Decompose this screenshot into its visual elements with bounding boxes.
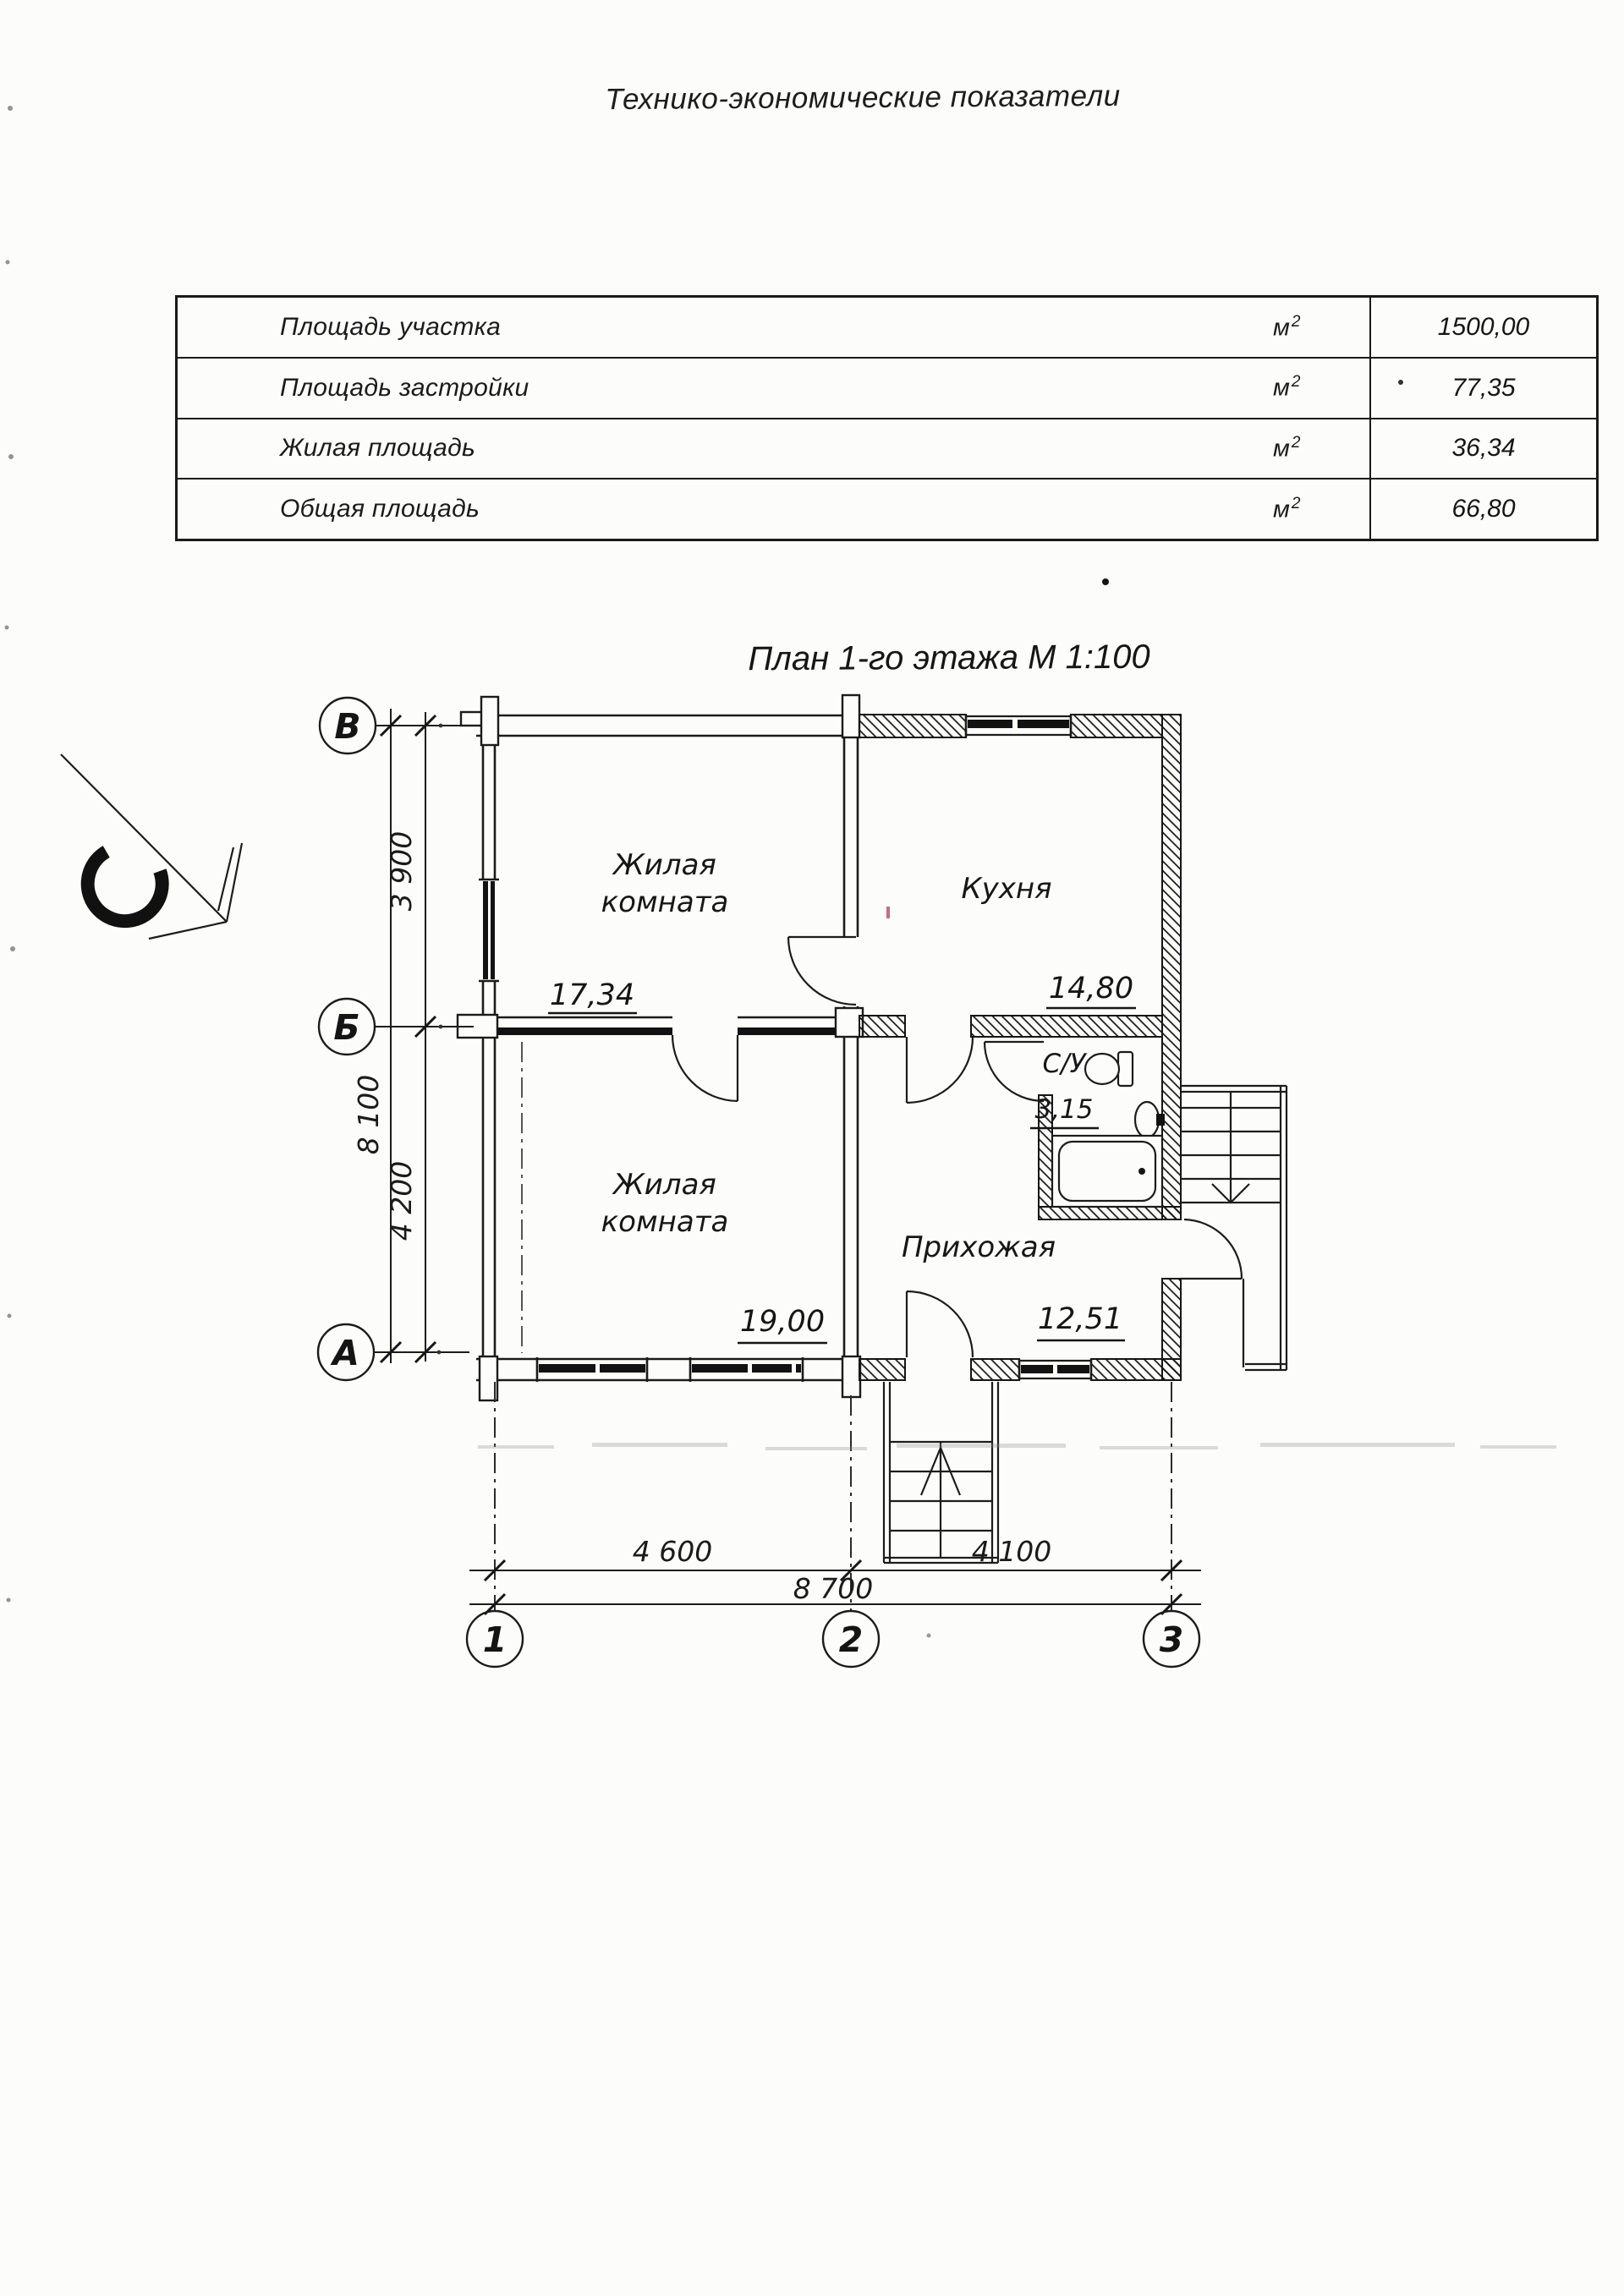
row-value: 77,35	[1369, 359, 1596, 418]
room-label-living1-line2: комната	[601, 885, 729, 919]
log-joint	[842, 1356, 860, 1397]
dim-left-upper: 3 900	[385, 830, 418, 912]
log-joint	[842, 695, 859, 737]
axis-label-1: 1	[482, 1619, 508, 1660]
axis-label-v: В	[334, 706, 361, 747]
log-joint	[481, 697, 498, 745]
row-value: 36,34	[1369, 419, 1596, 479]
door-entrance	[907, 1291, 973, 1357]
row-unit: м $^2$	[1273, 312, 1301, 342]
window-left-wall	[479, 879, 499, 981]
timber-walls	[458, 695, 863, 1400]
dim-left-total: 8 100	[352, 1074, 385, 1155]
north-arrow-icon	[61, 754, 242, 939]
door-wc	[985, 1042, 1044, 1101]
area-label-hall: 12,51	[1037, 1302, 1123, 1336]
room-label-living1-line1: Жилая	[613, 848, 716, 882]
area-label-living1: 17,34	[549, 978, 635, 1012]
row-value: 66,80	[1369, 479, 1596, 539]
row-value: 1500,00	[1369, 298, 1596, 357]
row-unit: м $^2$	[1273, 494, 1301, 523]
window-kitchen	[966, 715, 1071, 737]
dim-left-lower: 4 200	[385, 1160, 418, 1241]
document-title: Технико-экономические показатели	[605, 79, 1121, 117]
dim-bottom-right: 4 100	[971, 1535, 1052, 1568]
row-unit: м $^2$	[1273, 434, 1301, 463]
sink-icon	[1135, 1102, 1165, 1137]
axis-label-a: А	[332, 1333, 359, 1373]
area-label-wc: 3,15	[1034, 1094, 1094, 1125]
area-label-living2: 19,00	[739, 1305, 826, 1339]
floor-plan-title: План 1-го этажа М 1:100	[748, 638, 1150, 678]
door-hall-stairs	[1181, 1219, 1242, 1279]
row-label: Жилая площадь	[280, 434, 476, 463]
axis-label-b: Б	[333, 1007, 360, 1048]
scan-artifacts	[5, 106, 1557, 1638]
room-label-living2-line1: Жилая	[613, 1168, 716, 1202]
log-joint	[461, 712, 482, 726]
window-hall	[1019, 1359, 1091, 1380]
row-label: Общая площадь	[280, 495, 480, 523]
row-label: Площадь застройки	[280, 373, 529, 402]
axis-label-2: 2	[838, 1619, 864, 1660]
row-unit: м $^2$	[1273, 373, 1301, 402]
door-livingroom-kitchen	[788, 937, 856, 1005]
dim-bottom-left: 4 600	[632, 1535, 713, 1568]
bathtub-icon	[1052, 1136, 1162, 1207]
room-label-hall: Прихожая	[901, 1230, 1056, 1264]
room-label-wc: С/У	[1042, 1049, 1086, 1079]
room-labels	[548, 848, 1136, 1343]
door-between-livingrooms	[672, 1035, 738, 1101]
door-kitchen-hall	[907, 1037, 973, 1103]
axis-label-3: 3	[1159, 1619, 1184, 1660]
room-label-kitchen: Кухня	[961, 872, 1052, 906]
toilet-icon	[1085, 1052, 1133, 1086]
window-bottom-left-1	[537, 1357, 647, 1382]
window-bottom-left-2	[690, 1357, 803, 1382]
room-label-living2-line2: комната	[601, 1205, 729, 1239]
area-label-kitchen: 14,80	[1048, 972, 1134, 1006]
row-label: Площадь участка	[280, 312, 502, 341]
internal-stairs	[1181, 1086, 1287, 1370]
dim-bottom-total: 8 700	[793, 1572, 874, 1605]
